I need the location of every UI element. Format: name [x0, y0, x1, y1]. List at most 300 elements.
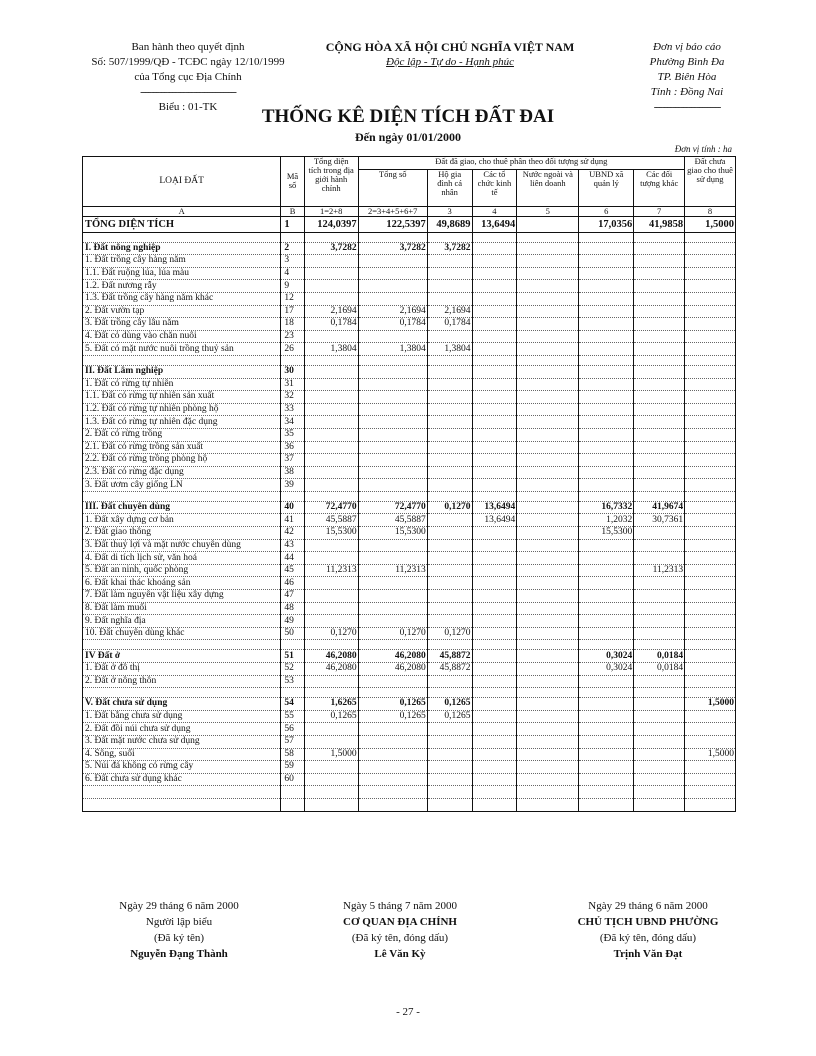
code-cell: 41: [281, 514, 304, 527]
value-cell: 0,1270: [427, 501, 472, 514]
value-cell: [517, 318, 579, 331]
value-cell: [304, 773, 358, 786]
code-cell: 37: [281, 454, 304, 467]
value-cell: [685, 318, 736, 331]
land-statistics-table: [82, 156, 736, 812]
value-cell: [634, 748, 685, 761]
value-cell: [358, 365, 427, 378]
value-cell: [579, 441, 634, 454]
value-cell: 3,7282: [358, 242, 427, 255]
value-cell: [579, 640, 634, 650]
value-cell: [472, 292, 517, 305]
table-row: [83, 428, 736, 441]
value-cell: [685, 365, 736, 378]
national-title: CỘNG HÒA XÃ HỘI CHỦ NGHĨA VIỆT NAM: [325, 40, 575, 54]
value-cell: [517, 255, 579, 268]
table-row: [83, 602, 736, 615]
value-cell: [579, 343, 634, 356]
reporting-ward: Phường Bình Đa: [649, 56, 725, 68]
code-cell: 4: [281, 267, 304, 280]
col-header-foreign-jv: Nước ngoài và liên doanh: [517, 169, 579, 206]
value-cell: [427, 454, 472, 467]
value-cell: [427, 773, 472, 786]
legend-cell: 6: [579, 206, 634, 216]
value-cell: [472, 441, 517, 454]
value-cell: [358, 378, 427, 391]
value-cell: [685, 501, 736, 514]
code-cell: 30: [281, 365, 304, 378]
value-cell: [304, 491, 358, 501]
value-cell: [304, 280, 358, 293]
value-cell: 13,6494: [472, 501, 517, 514]
value-cell: [579, 318, 634, 331]
value-cell: [427, 232, 472, 242]
col-header-commune-ubnd: UBND xã quản lý: [579, 169, 634, 206]
value-cell: [358, 688, 427, 698]
value-cell: 13,6494: [472, 514, 517, 527]
value-cell: [634, 640, 685, 650]
land-type-cell: 1. Đất trồng cây hàng năm: [83, 255, 281, 268]
value-cell: [472, 675, 517, 688]
value-cell: [472, 552, 517, 565]
column-legend-row: [83, 206, 736, 216]
value-cell: [427, 267, 472, 280]
value-cell: [685, 403, 736, 416]
value-cell: [517, 602, 579, 615]
value-cell: [685, 242, 736, 255]
value-cell: [634, 552, 685, 565]
value-cell: [472, 723, 517, 736]
value-cell: [427, 761, 472, 774]
land-type-cell: 1.2. Đất có rừng tự nhiên phòng hộ: [83, 403, 281, 416]
value-cell: [358, 330, 427, 343]
legend-cell: A: [83, 206, 281, 216]
value-cell: [685, 552, 736, 565]
code-cell: 50: [281, 627, 304, 640]
value-cell: [304, 688, 358, 698]
value-cell: 0,1265: [358, 698, 427, 711]
table-row: [83, 441, 736, 454]
value-cell: [472, 773, 517, 786]
col-header-other-entities: Các đối tượng khác: [634, 169, 685, 206]
value-cell: [579, 564, 634, 577]
value-cell: [427, 441, 472, 454]
form-code: Biểu : 01-TK: [158, 101, 218, 113]
section-row: [83, 242, 736, 255]
value-cell: [304, 403, 358, 416]
value-cell: [358, 479, 427, 492]
value-cell: [517, 514, 579, 527]
value-cell: [427, 786, 472, 799]
value-cell: [358, 454, 427, 467]
value-cell: [685, 466, 736, 479]
value-cell: [634, 330, 685, 343]
land-type-cell: II. Đất Lâm nghiệp: [83, 365, 281, 378]
value-cell: 17,0356: [579, 216, 634, 232]
land-type-cell: [83, 491, 281, 501]
value-cell: 49,8689: [427, 216, 472, 232]
value-cell: [685, 527, 736, 540]
value-cell: [472, 479, 517, 492]
value-cell: [579, 698, 634, 711]
table-row: [83, 577, 736, 590]
value-cell: [472, 280, 517, 293]
value-cell: [579, 454, 634, 467]
value-cell: [685, 577, 736, 590]
code-cell: 52: [281, 663, 304, 676]
value-cell: [304, 723, 358, 736]
value-cell: [685, 267, 736, 280]
value-cell: [579, 761, 634, 774]
value-cell: [685, 330, 736, 343]
table-row: [83, 748, 736, 761]
value-cell: [472, 466, 517, 479]
land-type-cell: [83, 355, 281, 365]
value-cell: [358, 735, 427, 748]
land-type-cell: I. Đất nông nghiệp: [83, 242, 281, 255]
code-cell: 1: [281, 216, 304, 232]
value-cell: [579, 723, 634, 736]
land-type-cell: III. Đất chuyên dùng: [83, 501, 281, 514]
value-cell: [517, 292, 579, 305]
value-cell: 1,6265: [304, 698, 358, 711]
value-cell: 0,0184: [634, 650, 685, 663]
value-cell: [517, 242, 579, 255]
value-cell: 0,3024: [579, 650, 634, 663]
value-cell: [634, 428, 685, 441]
value-cell: [358, 292, 427, 305]
value-cell: [579, 602, 634, 615]
value-cell: [358, 798, 427, 811]
value-cell: [579, 748, 634, 761]
value-cell: [427, 355, 472, 365]
value-cell: [517, 735, 579, 748]
legend-cell: 4: [472, 206, 517, 216]
land-type-cell: 1.1. Đất ruộng lúa, lúa màu: [83, 267, 281, 280]
signature-date: Ngày 29 tháng 6 năm 2000: [119, 900, 239, 912]
value-cell: [304, 355, 358, 365]
code-cell: 40: [281, 501, 304, 514]
value-cell: [634, 773, 685, 786]
value-cell: [358, 416, 427, 429]
value-cell: [685, 539, 736, 552]
value-cell: [634, 627, 685, 640]
signature-note: (Đã ký tên, đóng dấu): [351, 932, 449, 944]
code-cell: 3: [281, 255, 304, 268]
value-cell: [427, 735, 472, 748]
value-cell: 45,5887: [304, 514, 358, 527]
value-cell: [472, 590, 517, 603]
value-cell: [579, 378, 634, 391]
value-cell: 3,7282: [427, 242, 472, 255]
value-cell: 0,1265: [427, 698, 472, 711]
issuing-agency: của Tổng cục Địa Chính: [134, 71, 242, 83]
land-type-cell: 6. Đất khai thác khoáng sản: [83, 577, 281, 590]
value-cell: [358, 355, 427, 365]
table-body: [83, 216, 736, 811]
value-cell: 46,2080: [358, 663, 427, 676]
col-header-allocated-group: Đất đã giao, cho thuê phân theo đối tượng sử dụng: [358, 157, 684, 170]
land-type-cell: 4. Sông, suối: [83, 748, 281, 761]
value-cell: [579, 403, 634, 416]
value-cell: 1,3804: [427, 343, 472, 356]
value-cell: [579, 255, 634, 268]
value-cell: 0,1265: [427, 710, 472, 723]
code-cell: 53: [281, 675, 304, 688]
value-cell: [472, 527, 517, 540]
value-cell: [634, 615, 685, 628]
value-cell: [304, 267, 358, 280]
value-cell: [427, 416, 472, 429]
value-cell: [358, 428, 427, 441]
code-cell: 43: [281, 539, 304, 552]
value-cell: [634, 491, 685, 501]
legend-cell: 7: [634, 206, 685, 216]
value-cell: [579, 280, 634, 293]
value-cell: [579, 305, 634, 318]
value-cell: [685, 640, 736, 650]
value-cell: [358, 761, 427, 774]
value-cell: 45,8872: [427, 650, 472, 663]
value-cell: 124,0397: [304, 216, 358, 232]
code-cell: 32: [281, 391, 304, 404]
code-cell: 12: [281, 292, 304, 305]
value-cell: [634, 539, 685, 552]
value-cell: [579, 539, 634, 552]
value-cell: [517, 232, 579, 242]
value-cell: [427, 365, 472, 378]
value-cell: [517, 539, 579, 552]
table-row: [83, 627, 736, 640]
land-type-cell: 1. Đất bằng chưa sử dụng: [83, 710, 281, 723]
value-cell: 11,2313: [634, 564, 685, 577]
table-row: [83, 479, 736, 492]
value-cell: [358, 590, 427, 603]
value-cell: [517, 466, 579, 479]
value-cell: [634, 280, 685, 293]
value-cell: [579, 242, 634, 255]
value-cell: [517, 343, 579, 356]
value-cell: [472, 267, 517, 280]
value-cell: [685, 441, 736, 454]
value-cell: [634, 355, 685, 365]
value-cell: [634, 786, 685, 799]
col-header-total-area: Tổng diện tích trong địa giới hành chính: [304, 157, 358, 207]
value-cell: [427, 723, 472, 736]
value-cell: 0,1265: [304, 710, 358, 723]
value-cell: [579, 688, 634, 698]
value-cell: [517, 627, 579, 640]
value-cell: 45,8872: [427, 663, 472, 676]
value-cell: [517, 355, 579, 365]
value-cell: [472, 378, 517, 391]
code-cell: [281, 688, 304, 698]
value-cell: [358, 232, 427, 242]
national-motto: Độc lập - Tự do - Hạnh phúc: [386, 56, 514, 68]
total-row: [83, 216, 736, 232]
value-cell: [358, 773, 427, 786]
value-cell: [358, 267, 427, 280]
value-cell: [685, 675, 736, 688]
code-cell: 9: [281, 280, 304, 293]
code-cell: 36: [281, 441, 304, 454]
signature-ward-chairman: [548, 898, 748, 962]
value-cell: [517, 305, 579, 318]
value-cell: [634, 391, 685, 404]
value-cell: [304, 577, 358, 590]
code-cell: 55: [281, 710, 304, 723]
value-cell: [685, 255, 736, 268]
table-row: [83, 343, 736, 356]
land-type-cell: 2. Đất đồi núi chưa sử dụng: [83, 723, 281, 736]
value-cell: [685, 798, 736, 811]
value-cell: 0,1270: [304, 627, 358, 640]
value-cell: [517, 675, 579, 688]
table-row: [83, 688, 736, 698]
value-cell: [634, 479, 685, 492]
value-cell: [634, 416, 685, 429]
code-cell: 42: [281, 527, 304, 540]
value-cell: 0,0184: [634, 663, 685, 676]
value-cell: [634, 675, 685, 688]
land-type-cell: 1.2. Đất nương rẫy: [83, 280, 281, 293]
value-cell: [517, 710, 579, 723]
value-cell: [472, 615, 517, 628]
land-type-cell: 5. Đất an ninh, quốc phòng: [83, 564, 281, 577]
value-cell: [427, 675, 472, 688]
value-cell: [304, 416, 358, 429]
col-header-unallocated: Đất chưa giao cho thuê sử dụng: [685, 157, 736, 207]
header-center-block: [320, 40, 580, 70]
value-cell: [472, 403, 517, 416]
value-cell: [358, 602, 427, 615]
table-row: [83, 355, 736, 365]
land-type-cell: 4. Đất di tích lịch sử, văn hoá: [83, 552, 281, 565]
signature-name: Trịnh Văn Đạt: [613, 948, 683, 960]
table-row: [83, 267, 736, 280]
value-cell: [634, 710, 685, 723]
value-cell: 2,1694: [358, 305, 427, 318]
value-cell: [304, 378, 358, 391]
land-type-cell: 3. Đất trồng cây lâu năm: [83, 318, 281, 331]
land-type-cell: 2. Đất vườn tạp: [83, 305, 281, 318]
col-header-households: Hộ gia đình cá nhân: [427, 169, 472, 206]
value-cell: 1,5000: [304, 748, 358, 761]
value-cell: [634, 267, 685, 280]
page-number: - 27 -: [396, 1006, 420, 1018]
value-cell: [358, 255, 427, 268]
value-cell: [472, 428, 517, 441]
value-cell: [472, 627, 517, 640]
document-date: Đến ngày 01/01/2000: [354, 130, 461, 144]
land-type-cell: 2. Đất có rừng trồng: [83, 428, 281, 441]
value-cell: [634, 688, 685, 698]
value-cell: [579, 491, 634, 501]
value-cell: [427, 640, 472, 650]
value-cell: [579, 391, 634, 404]
land-type-cell: 2.2. Đất có rừng trồng phòng hộ: [83, 454, 281, 467]
value-cell: [304, 330, 358, 343]
code-cell: 46: [281, 577, 304, 590]
land-type-cell: 1.3. Đất có rừng tự nhiên đặc dụng: [83, 416, 281, 429]
land-type-cell: 5. Núi đá không có rừng cây: [83, 761, 281, 774]
value-cell: 0,1784: [427, 318, 472, 331]
table-row: [83, 663, 736, 676]
value-cell: [427, 491, 472, 501]
table-row: [83, 761, 736, 774]
code-cell: 31: [281, 378, 304, 391]
legend-cell: 5: [517, 206, 579, 216]
value-cell: [517, 688, 579, 698]
value-cell: [517, 416, 579, 429]
value-cell: [358, 403, 427, 416]
reporting-city: TP. Biên Hòa: [657, 71, 717, 83]
legend-cell: B: [281, 206, 304, 216]
land-type-cell: [83, 786, 281, 799]
value-cell: 30,7361: [634, 514, 685, 527]
signature-role: Người lập biểu: [145, 916, 213, 928]
value-cell: [579, 615, 634, 628]
value-cell: [685, 280, 736, 293]
table-row: [83, 527, 736, 540]
value-cell: [685, 723, 736, 736]
col-header-subtotal: Tổng số: [358, 169, 427, 206]
signature-role: CƠ QUAN ĐỊA CHÍNH: [343, 916, 457, 928]
value-cell: [472, 365, 517, 378]
col-header-economic-orgs: Các tổ chức kinh tế: [472, 169, 517, 206]
section-row: [83, 365, 736, 378]
land-type-cell: [83, 232, 281, 242]
table-row: [83, 514, 736, 527]
value-cell: [579, 735, 634, 748]
value-cell: [517, 378, 579, 391]
value-cell: [427, 255, 472, 268]
value-cell: [634, 232, 685, 242]
value-cell: [634, 723, 685, 736]
legend-cell: 1=2+8: [304, 206, 358, 216]
value-cell: [685, 292, 736, 305]
table-row: [83, 232, 736, 242]
value-cell: [304, 391, 358, 404]
code-cell: 18: [281, 318, 304, 331]
value-cell: [517, 527, 579, 540]
value-cell: [358, 466, 427, 479]
value-cell: [685, 710, 736, 723]
value-cell: 16,7332: [579, 501, 634, 514]
value-cell: [579, 355, 634, 365]
code-cell: 58: [281, 748, 304, 761]
table-row: [83, 710, 736, 723]
value-cell: [472, 577, 517, 590]
value-cell: [427, 378, 472, 391]
value-cell: [472, 640, 517, 650]
table-row: [83, 552, 736, 565]
value-cell: 15,5300: [579, 527, 634, 540]
code-cell: 59: [281, 761, 304, 774]
value-cell: [427, 527, 472, 540]
value-cell: 1,2032: [579, 514, 634, 527]
reporting-province: Tỉnh : Đồng Nai: [650, 86, 724, 98]
code-cell: [281, 640, 304, 650]
value-cell: [517, 590, 579, 603]
signature-date: Ngày 29 tháng 6 năm 2000: [588, 900, 708, 912]
value-cell: [358, 391, 427, 404]
value-cell: [472, 539, 517, 552]
land-type-cell: 2.3. Đất có rừng đặc dụng: [83, 466, 281, 479]
value-cell: [304, 454, 358, 467]
value-cell: [304, 798, 358, 811]
value-cell: [634, 441, 685, 454]
